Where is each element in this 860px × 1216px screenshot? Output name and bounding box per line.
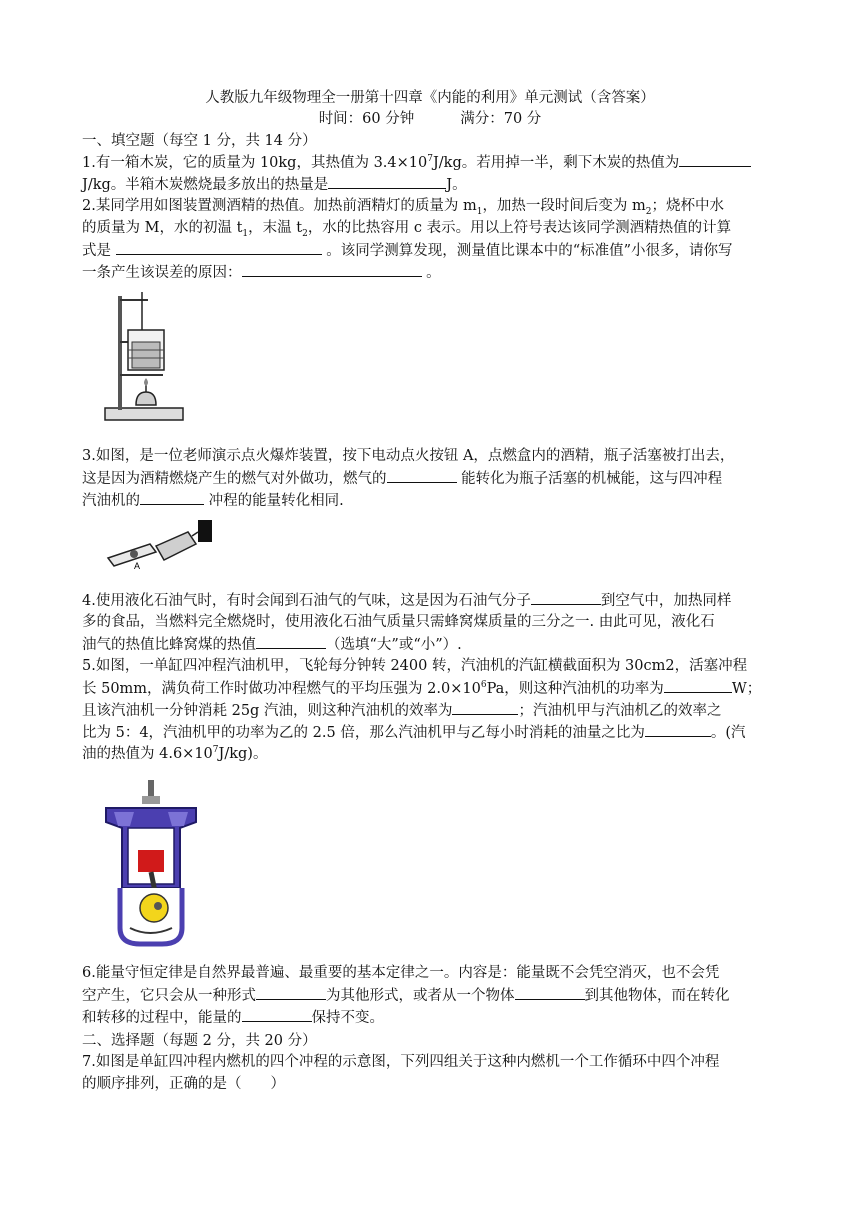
question-1 (82, 151, 782, 195)
q7-text: 7.如图是单缸四冲程内燃机的四个冲程的示意图，下列四组关于这种内燃机一个工作循环中四个冲程 (82, 1054, 720, 1070)
q3-text: 3.如图，是一位老师演示点火爆炸装置，按下电动点火按钮 A，点燃盒内的酒精，瓶子活塞被打出去， (82, 448, 735, 464)
answer-blank[interactable] (531, 589, 601, 605)
q2-text: 2.某同学用如图装置测酒精的热值。加热前酒精灯的质量为 m (82, 198, 477, 214)
q2-text: ，末温 t (248, 220, 303, 236)
section-heading-fill-in: 一、填空题（每空 1 分，共 14 分） (82, 133, 317, 149)
q5-text: Pa，则这种汽油机的功率为 (486, 681, 664, 697)
q2-text: 一条产生该误差的原因： (82, 265, 242, 281)
q6-text: 到其他物体，而在转化 (584, 988, 730, 1004)
q2-text: 的质量为 M，水的初温 t (82, 220, 243, 236)
q5-text: 5.如图，一单缸四冲程汽油机甲，飞轮每分钟转 2400 转，汽油机的汽缸横截面积为 30cm2，活塞冲程 (82, 658, 748, 674)
document-title: 人教版九年级物理全一册第十四章《内能的利用》单元测试（含答案） (205, 90, 655, 106)
q2-sub: 1 (476, 206, 483, 217)
q5-sup: 6 (480, 680, 487, 691)
answer-blank[interactable] (515, 984, 585, 1000)
q1-sup: 7 (427, 154, 433, 165)
q1-text: J。 (446, 177, 467, 193)
gasoline-engine-figure (100, 778, 204, 950)
q2-sub: 2 (645, 206, 652, 217)
question-3 (82, 445, 782, 511)
q4-text: 4.使用液化石油气时，有时会闻到石油气的气味，这是因为石油气分子 (82, 593, 531, 609)
q5-text: J/kg)。 (218, 746, 268, 762)
q6-text: 6.能量守恒定律是自然界最普遍、最重要的基本定律之一。内容是：能量既不会凭空消灭，也不会凭 (82, 965, 720, 981)
question-7 (82, 1051, 782, 1095)
answer-blank[interactable] (664, 677, 732, 693)
document-subtitle (0, 107, 860, 128)
exam-time: 时间：60 分钟 (318, 111, 415, 127)
answer-blank[interactable] (242, 1006, 312, 1022)
q4-text: 到空气中，加热同样 (600, 593, 732, 609)
answer-blank[interactable] (116, 239, 322, 255)
q2-sub: 2 (302, 228, 308, 239)
q2-text: 式是 (82, 243, 111, 259)
answer-blank[interactable] (256, 984, 326, 1000)
answer-blank[interactable] (679, 151, 751, 167)
q4-text: （选填“大”或“小”）. (326, 637, 462, 653)
q4-text: 油气的热值比蜂窝煤的热值 (82, 637, 256, 653)
q2-text: 。该同学测算发现，测量值比课本中的“标准值”小很多，请你写 (326, 243, 733, 259)
q3-text: 能转化为瓶子活塞的机械能，这与四冲程 (461, 471, 723, 487)
q6-text: 空产生，它只会从一种形式 (82, 988, 256, 1004)
exam-score: 满分：70 分 (460, 111, 542, 127)
q3-text: 冲程的能量转化相同. (208, 493, 344, 509)
section-heading-choice: 二、选择题（每题 2 分，共 20 分） (82, 1033, 317, 1049)
q5-text: 比为 5：4，汽油机甲的功率为乙的 2.5 倍，那么汽油机甲与乙每小时消耗的油量之比为 (82, 725, 645, 741)
answer-blank[interactable] (140, 489, 204, 505)
q3-text: 这是因为酒精燃烧产生的燃气对外做功，燃气的 (82, 471, 387, 487)
question-5 (82, 655, 782, 765)
answer-blank[interactable] (242, 261, 422, 277)
q2-sub: 1 (242, 228, 249, 239)
q2-text: ，加热一段时间后变为 m (482, 198, 646, 214)
question-6 (82, 962, 782, 1028)
alcohol-lamp-apparatus-figure (103, 290, 185, 426)
q4-text: 多的食品，当燃料完全燃烧时，使用液化石油气质量只需蜂窝煤质量的三分之一. 由此可见，液化石 (82, 614, 715, 630)
q1-text: J/kg。若用掉一半，剩下木炭的热值为 (432, 155, 680, 171)
q7-text: 的顺序排列，正确的是（ ） (82, 1076, 285, 1092)
answer-blank[interactable] (328, 173, 446, 189)
q2-text: ，水的比热容用 c 表示。用以上符号表达该同学测酒精热值的计算 (307, 220, 732, 236)
answer-blank[interactable] (387, 467, 457, 483)
q1-text: 1.有一箱木炭，它的质量为 10kg，其热值为 3.4×10 (82, 155, 428, 171)
q5-text: ；汽油机甲与汽油机乙的效率之 (518, 703, 722, 719)
q5-text: 。(汽 (710, 725, 746, 741)
ignition-device-figure (100, 514, 216, 570)
q5-sup: 7 (212, 745, 219, 756)
q5-text: 且该汽油机一分钟消耗 25g 汽油，则这种汽油机的效率为 (82, 703, 453, 719)
q6-text: 为其他形式，或者从一个物体 (326, 988, 515, 1004)
answer-blank[interactable] (256, 633, 326, 649)
q2-text: ；烧杯中水 (651, 198, 725, 214)
q5-text: 油的热值为 4.6×10 (82, 746, 213, 762)
question-2 (82, 195, 782, 283)
q1-text: J/kg。半箱木炭燃烧最多放出的热量是 (82, 177, 329, 193)
q3-text: 汽油机的 (82, 493, 140, 509)
q5-text: W； (731, 681, 762, 697)
button-a-label: A (134, 561, 141, 570)
q6-text: 和转移的过程中，能量的 (82, 1010, 242, 1026)
q5-text: 长 50mm，满负荷工作时做功冲程燃气的平均压强为 2.0×10 (82, 681, 481, 697)
answer-blank[interactable] (452, 699, 518, 715)
question-4 (82, 589, 782, 655)
q6-text: 保持不变。 (311, 1010, 384, 1026)
answer-blank[interactable] (645, 721, 711, 737)
q2-text: 。 (426, 265, 441, 281)
